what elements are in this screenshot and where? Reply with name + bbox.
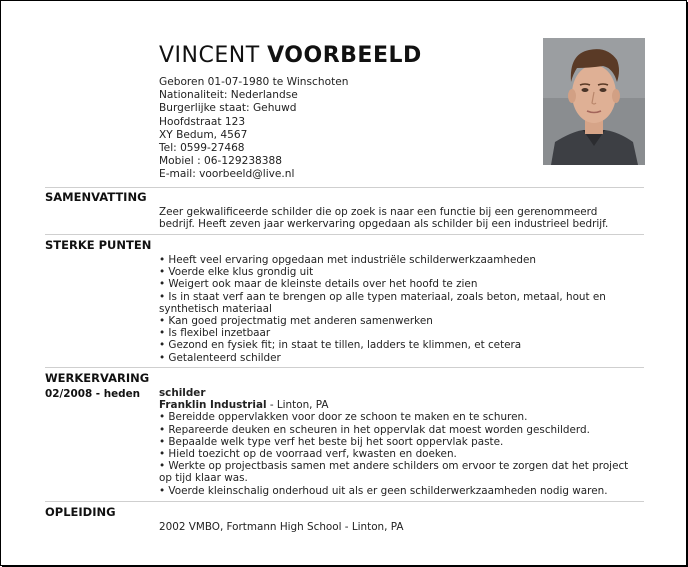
nationality: Nationaliteit: Nederlandse bbox=[159, 89, 298, 102]
company-location: - Linton, PA bbox=[266, 399, 329, 412]
candidate-name bbox=[159, 43, 422, 68]
phone: Tel: 0599-27468 bbox=[159, 142, 245, 155]
postal-city: XY Bedum, 4567 bbox=[159, 128, 248, 141]
duty-item: • Hield toezicht op de voorraad verf, kwasten en doeken. bbox=[159, 448, 457, 461]
duty-item: • Bereidde oppervlakken voor door ze schoon te maken en te schuren. bbox=[159, 411, 528, 424]
section-divider bbox=[45, 187, 644, 188]
summary-text bbox=[159, 206, 649, 230]
strength-item: • Heeft veel ervaring opgedaan met industriële schilderwerkzaamheden bbox=[159, 254, 536, 266]
summary-heading: SAMENVATTING bbox=[45, 190, 147, 204]
duty-item: • Bepaalde welk type verf het beste bij het soort oppervlak paste. bbox=[159, 435, 504, 448]
summary-line: bedrijf. Heeft zeven jaar werkervaring opgedaan als schilder bij een industrieel bedrijf. bbox=[159, 218, 609, 231]
strengths-list bbox=[159, 254, 649, 364]
birth-info: Geboren 01-07-1980 te Winschoten bbox=[159, 76, 349, 88]
duty-item: op tijd klaar was. bbox=[159, 472, 248, 485]
email: E-mail: voorbeeld@live.nl bbox=[159, 168, 295, 181]
education-entry bbox=[159, 521, 649, 533]
section-divider bbox=[45, 367, 644, 368]
education-line: 2002 VMBO, Fortmann High School - Linton, PA bbox=[159, 521, 404, 533]
strength-item: • Voerde elke klus grondig uit bbox=[159, 266, 314, 279]
summary-line: Zeer gekwalificeerde schilder die op zoek is naar een functie bij een gerenommeerd bbox=[159, 206, 598, 218]
strength-item: • Kan goed projectmatig met anderen samenwerken bbox=[159, 315, 433, 328]
education-heading: OPLEIDING bbox=[45, 505, 116, 519]
strength-item: • Getalenteerd schilder bbox=[159, 351, 281, 364]
first-name: VINCENT bbox=[159, 43, 260, 68]
job-title: schilder bbox=[159, 387, 206, 399]
profile-photo bbox=[543, 38, 645, 165]
company-line bbox=[159, 399, 649, 411]
company-name: Franklin Industrial bbox=[159, 399, 267, 412]
last-name: VOORBEELD bbox=[267, 43, 422, 68]
section-divider bbox=[45, 234, 644, 235]
experience-date: 02/2008 - heden bbox=[45, 388, 141, 400]
section-divider bbox=[45, 501, 644, 502]
contact-details bbox=[159, 76, 348, 182]
mobile: Mobiel : 06-129238388 bbox=[159, 155, 283, 168]
strength-item: synthetisch materiaal bbox=[159, 302, 272, 315]
duty-item: • Repareerde deuken en scheuren in het oppervlak dat moest worden geschilderd. bbox=[159, 423, 590, 436]
experience-heading: WERKERVARING bbox=[45, 371, 150, 385]
street-address: Hoofdstraat 123 bbox=[159, 115, 246, 128]
strength-item: • Is flexibel inzetbaar bbox=[159, 327, 271, 340]
strength-item: • Weigert ook maar de kleinste details over het hoofd te zien bbox=[159, 278, 478, 291]
duty-item: • Voerde kleinschalig onderhoud uit als er geen schilderwerkzaamheden nodig waren. bbox=[159, 484, 608, 497]
strength-item: • Gezond en fysiek fit; in staat te tillen, ladders te klimmen, et cetera bbox=[159, 339, 522, 352]
strength-item: • Is in staat verf aan te brengen op alle typen materiaal, zoals beton, metaal, hout en bbox=[159, 290, 606, 303]
experience-entry bbox=[159, 387, 649, 497]
duty-item: • Werkte op projectbasis samen met andere schilders om ervoor te zorgen dat het project bbox=[159, 460, 629, 473]
strengths-heading: STERKE PUNTEN bbox=[45, 238, 152, 252]
marital-status: Burgerlijke staat: Gehuwd bbox=[159, 102, 297, 115]
